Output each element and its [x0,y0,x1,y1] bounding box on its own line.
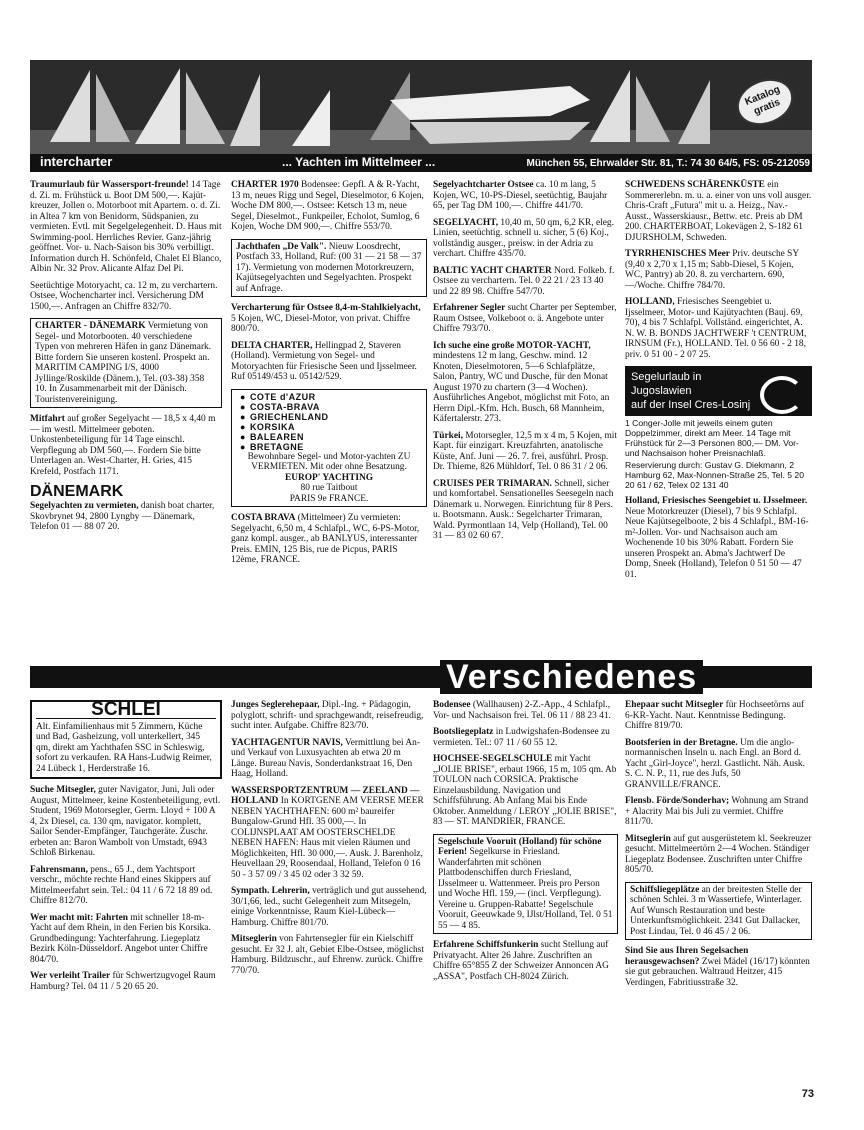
ad-text: Hellingpad 2, Staveren (Holland). Vermietung von Segel- und Motoryachten für Friesische Seen und Ijsselmeer. Ruf 05149/453 u. 05142/529. [231,340,417,382]
ad-heading: Erfahrener Segler [433,303,506,313]
classified-ad [231,239,427,298]
classified-ad [625,496,812,580]
ad-heading: YACHTAGENTUR NAVIS, [231,737,343,748]
classified-ad [30,913,222,966]
section-title: Verschiedenes [440,660,703,694]
travel-logo-icon [760,376,804,414]
ad-text: an der breitesten Stelle der schönen Schlei. 3 m Wassertiefe, Winterlager. Auf Wunsch Restauration und beste Unterkunftsmöglichkeit. 2341 Gut Dallacker, Post Lindau, Tel. 0 46 45 / 2 06. [630,884,802,937]
ad-heading: Holland, Friesisches Seengebiet u. IJsselmeer. [625,496,808,506]
ad-heading: Ich suche eine große MOTOR-YACHT, [433,340,591,351]
ad-text: Alt. Einfamilienhaus mit 5 Zimmern, Küche und Bad, Gasheizung, voll unterkellert, 345 qm, direkt am Yachthafen SSC in Schleswig, sofort zu verkaufen. RA Hans-Ludwig Reimer, 24 Lübeck 1, Herderstraße 16. [36,721,212,774]
ad-heading: Traumurlaub für Wassersport-freunde! [30,180,189,190]
ad-text: danish boat charter, Skovbrynet 94, 2800 Lyngby — Dänemark, Telefon 01 — 88 07 20. [30,501,215,532]
ad-text: Priv. deutsche SY (9,40 x 2,70 x 1,15 m; Sabb-Diesel, 5 Kojen, WC, Pantry) ab 20. 8. zu verchartern. 690,—/Woche. Chiffre 784/70. [625,249,799,291]
ad-heading: BALTIC YACHT CHARTER [433,265,552,276]
ad-text: Bodensee: Gepfl. A & R-Yacht, 13 m, neues Rigg und Segel, Dieselmotor, 6 Kojen, Woche DM 800,—. Ostsee: Ketsch 13 m, neue Segel, Dieselmot., Funkpeiler, Echolot, Sumlog, 6 Kojen, Woche DM 900,—. Chiffre 553/70. [231,180,424,232]
ad-text: Seetüchtige Motoryacht, ca. 12 m, zu verchartern. Ostsee, Wochencharter incl. Versicherung DM 1500,—. Anfragen an Chiffre 832/70. [30,280,218,312]
ad-heading: Flensb. Förde/Sonderhav; [625,796,730,806]
banner-brand: intercharter [40,154,113,169]
ad-text: Um die anglo-normannischen Inseln u. nach Engl. an Bord d. Yacht „Girl-Joyce", herzl. Gastlicht. Näh. Ausk. S. C. N. P., 11, rue des Jufs, 50 GRANVILLE/FRANCE. [625,737,805,790]
ad-heading: Bootsferien in der Bretagne. [625,737,738,748]
ad-text: Nieuw Loosdrecht, Postfach 33, Holland, Ruf: (00 31 — 21 58 — 37 17). Vermietung von modernen Motorkreuzern, Kajütsegelyachten und Segelyachten. Prospekt auf Anfrage. [236,241,422,294]
page-number: 73 [801,1088,814,1100]
ad-text: Zwei Mädel (16/17) könnten sie gut gebrauchen. Waltraud Heitzer, 415 Verdingen, Fabritiusstraße 32. [625,956,810,988]
ad-heading: Vercharterung für Ostsee 8,4-m-Stahlkielyacht, [231,303,421,313]
ad-text: Wohnung am Strand + Alacrity Mai bis Juli zu vermiet. Chiffre 811/70. [625,796,809,827]
jugoslawien-header [625,366,812,416]
classified-ad [231,513,427,566]
destination-list [236,392,422,452]
classified-ad [433,479,618,542]
classified-ad [231,738,427,780]
ad-heading: SCHWEDENS SCHÄRENKÜSTE [625,180,765,190]
classified-ad [625,249,812,291]
classified-ad [433,940,618,982]
destination-item: ● COTE d'AZUR [240,392,422,402]
column-3 [433,180,618,548]
classified-ad [625,180,812,243]
ad-big-heading: DÄNEMARK [30,483,124,500]
ad-heading: Wer verleiht Trailer [30,971,111,981]
europ-yachting-street: 80 rue Taitbout [300,483,358,493]
ad-text: Nord. Folkeb. f. Ostsee zu verchartern. Tel. 0 22 21 / 23 13 40 und 22 89 98. Chiffre 547/70. [433,265,615,297]
classified-ad [433,180,618,212]
ad-heading: Türkei, [433,430,463,441]
ad-text: sucht Charter per September, Raum Ostsee, Volkeboot o. ä. Angebote unter Chiffre 793/70. [433,303,617,334]
classified-ad [30,318,222,408]
classified-ad [231,700,427,732]
column-2 [231,180,427,572]
jugoslawien-line3: auf der Insel Cres-Losinj [631,399,751,411]
classified-ad [433,431,618,473]
ad-big-title: SCHLEI [36,705,216,719]
classified-ad [433,834,618,935]
ad-text: auf gut ausgerüstetem kl. Seekreuzer gesucht. Mittelmeertörn 2—4 Wochen. Ständiger Liegeplatz Bodensee. Zuschriften unter Chiffre 805/70. [625,833,812,875]
classified-ad [625,796,812,828]
ad-heading: Mitseglerin [231,934,277,944]
ad-heading: Bodensee [433,700,471,710]
ad-text: Schnell, sicher und komfortabel. Sensationelles Seesegeln nach Dänemark u. Norwegen. Einrichtung für 8 Pers. u. Bootsmann. Ausk.: Segelcharter Trimaran, Wald. Pyrmontlaan 14, Velp (Holland), Tel. 00 31 — 83 02 60 67. [433,478,614,541]
ad-text: Dipl.-Ing. + Pädagogin, polyglott, schrift- und sprachgewandt, reisefreudig, sucht inter. Aufgabe. Chiffre 823/70. [231,700,424,731]
banner-address: München 55, Ehrwalder Str. 81, T.: 74 30 64/5, FS: 05-212059 [526,158,810,169]
ad-text: ca. 10 m lang, 5 Kojen, WC, 10-PS-Diesel, seetüchtig, Baujahr 65, per Tag DM 100,—. Chiffre 441/70. [433,180,608,211]
ad-text: guter Navigator, Juni, Juli oder August, Mittelmeer, keine Kostenbeteiligung, evtl. Student, 1969 Motorsegler, Germ. Lloyd + 100 A 4, 2x Diesel, ca. 130 qm, navigator. komplett, Sailor Sender-Empfänger, Tauchgeräte. Zuschr. erbeten an: Baron Wambolt von Umstadt, 6943 Schloß Birkenau. [30,785,221,858]
classified-ad [30,785,222,859]
ad-heading: Junges Seglerehepaar, [231,700,320,710]
classified-ad [433,341,618,425]
destination-item: ● BALEAREN [240,432,422,442]
jugoslawien-text2: Reservierung durch: Gustav G. Diekmann, 2 Hamburg 62, Max-Nonnen-Straße 25, Tel. 5 20 20 61 / 62, Telex 02 131 40 [625,460,804,490]
jugoslawien-line2: Jugoslawien [631,385,692,397]
classified-ad [30,281,222,313]
classified-ad [433,700,618,721]
classified-ad [625,946,812,988]
ad-text: in Ludwigshafen-Bodensee zu vermieten. Tel.: 07 11 / 60 55 12. [433,727,610,748]
classified-ad [625,834,812,876]
ad-text: Friesisches Seengebiet u. Ijsselmeer, Motor- und Kajütyachten (Bauj. 69, 70), 4 bis 7 Schlafpl. Vollständ. eingerichtet, A. N. W. B. BONDS JACHTWERF 't CENTRUM, IRNSUM (Fr.), HOLLAND. Tel. 0 56 60 - 2 18, priv. 0 51 00 - 2 07 25. [625,297,807,360]
ad-heading: DELTA CHARTER, [231,340,313,351]
catalog-badge: Katalog gratis [730,71,800,134]
jugoslawien-ad [625,366,812,490]
ad-text: mit schneller 18-m-Yacht auf dem Rhein, in den Ferien bis Korsika. Grundbedingung: Yachterfahrung. Liegeplatz Bezirk Köln-Düsseldorf. Angebot unter Chiffre 804/70. [30,912,211,965]
destination-item: ● GRIECHENLAND [240,412,422,422]
ad-heading: Schiffsliegeplätze [630,884,700,895]
destination-item: ● KORSIKA [240,422,422,432]
ad-heading: Segelyachtcharter Ostsee [433,180,534,190]
europ-yachting-city: PARIS 9e FRANCE. [289,493,369,504]
ad-heading: Segelyachten zu vermieten, [30,501,139,511]
ad-text: ein Sommererlebn. m. u. a. einer von uns voll ausger. Chris-Craft „Futura" mit u. a. Heizg., Nav.-Ausst., Wasserskiausr., Bettw. etc. Preis ab DM 200. CHARTERBOAT, Lokevägen 2, S-182 61 DJURSHOLM, Schweden. [625,180,812,243]
ad-heading: SEGELYACHT, [433,217,499,228]
classified-ad [625,882,812,941]
classified-ad [433,303,618,335]
ad-text: von Fahrtensegler für ein Kielschiff gesucht. Er 32 J. alt, Gebiet Elbe-Ostsee, möglichst Hamburg. Bildzuschr., auf Ehrenw. zurück. Chiffre 770/70. [231,934,424,976]
europ-yachting-ad [231,389,427,508]
europ-yachting-name: EUROP' YACHTING [284,472,374,483]
ad-heading: CHARTER - DÄNEMARK [35,321,146,331]
ad-heading: CRUISES PER TRIMARAN. [433,478,552,489]
classified-ad [231,786,427,881]
classified-ad [30,865,222,907]
banner-tagline: ... Yachten im Mittelmeer ... [282,155,436,169]
classified-ad [231,886,427,928]
classified-ad [625,700,812,732]
classified-ad [231,341,427,383]
ad-heading: Ehepaar sucht Mitsegler [625,700,724,710]
ad-heading: Wer macht mit: Fahrten [30,912,128,923]
classified-ad [30,700,222,779]
ad-heading: CHARTER 1970 [231,180,299,190]
ad-heading: Mitseglerin [625,833,671,844]
ad-text: 5 Kojen, WC, Diesel-Motor, von privat. Chiffre 800/70. [231,313,410,334]
destination-item: ● BRETAGNE [240,442,422,452]
classified-ad [433,727,618,748]
ad-heading: Segelschule Vooruit (Holland) für schöne Ferien! [438,836,602,857]
classified-ad [433,266,618,298]
intercharter-banner [30,60,812,172]
jugoslawien-text: 1 Conger-Jolle mit jeweils einem guten Doppelzimmer, direkt am Meer. 14 Tage mit Frühstück für 2—3 Personen 800,— DM. Vor- und Nachsaison hoher Preisnachlaß. [625,418,799,458]
ad-text: für Schwertzugvogel Raum Hamburg? Tel. 04 11 / 5 20 65 20. [30,971,216,992]
ad-text: 14 Tage d. Zi. m. Frühstück u. Boot DM 500,—. Kajüt-kreuzer, Jollen o. Motorboot mit Apartem. o. d. Zi. in Altea 7 km von Benidorm, Südspanien, zu vermieten. Evtl. mit Segelgelegenheit. D. Haus mit Swimming-pool. Herrliches Revier. Ganz-jährig geöffnet. Vor- u. Nach-Saison bis 30% verbilligt. Information durch H. Schönfeld, Chalet El Blanco, Albin Nr. 32 Prov. Alicante Alfaz Del Pi. [30,180,222,274]
ad-text: auf großer Segelyacht — 18,5 x 4,40 m — im westl. Mittelmeer geboten. Unkostenbeteiligung für 14 Tage einschl. Verpflegung ab DM 560,—. Fordern Sie bitte Unterlagen an. West-Charter, H. Gries, 415 Krefeld, Postfach 1171. [30,414,216,477]
classified-ad [30,414,222,477]
ad-heading: Bootsliegeplatz [433,727,494,737]
ad-heading: HOLLAND, [625,297,675,307]
ad-text: In KORTGENE AM VEERSE MEER NEBEN YACHTHAFEN: 600 m² baureifer Bungalow-Grund Hfl. 35 000,—. In COLIJNSPLAAT AM OOSTERSCHELDE NEBEN HAFEN: Haus mit vielen Räumen und Möglichkeiten, Hfl. 30 000,—. Ausk. J. Barenholz, Heuvellaan 29, Roosendaal, Holland, Telefon 0 16 50 - 3 57 09 / 3 45 02 oder 3 32 59. [231,796,424,880]
ad-heading: COSTA BRAVA [231,513,296,523]
classified-ad [30,971,222,992]
section-column-1 [30,700,222,998]
ad-text: Motorsegler, 12,5 m x 4 m, 5 Kojen, mit Kapt. für einzigart. Kreuzfahrten, anatolische Küste, Anf. Juni — 26. 7. frei, ausführl. Prosp. Dr. Thieme, 826 Mühldorf, Tel. 0 86 31 / 2 06. [433,430,617,472]
column-4 [625,180,812,586]
ad-text: (Wallhausen) 2-Z.-App., 4 Schlafpl., Vor- und Nachsaison frei. Tel. 06 11 / 88 23 41. [433,700,611,721]
jugoslawien-line1: Segelurlaub in [631,371,702,383]
europ-yachting-text: Bewohnbare Segel- und Motor-yachten ZU VERMIETEN. Mit oder ohne Besatzung. [247,451,411,472]
classified-ad [30,180,222,275]
ad-text: Vermittlung bei An- und Verkauf von Luxusyachten ab etwa 20 m Länge. Bureau Navis, Sonderdankstraat 16, Den Haag, Holland. [231,737,420,779]
ad-heading: Sympath. Lehrerin, [231,886,310,896]
ad-text: für Hochseetörns auf 6-KR-Yacht. Naut. Kenntnisse Bedingung. Chiffre 819/70. [625,700,805,731]
classified-ad [625,738,812,791]
classified-ad [433,218,618,260]
ad-heading: TYRRHENISCHES Meer [625,249,730,259]
ad-text: Segelkurse in Friesland. Wanderfahrten mit schönen Plattbodenschiffen durch Friesland, IJsselmeer u. Wattenmeer. Preis pro Person und Woche Hfl. 159,— (incl. Verpflegung). Vereine u. Gruppen-Rabatte! Segelschule Vooruit, Geeuwkade 9, IJlst/Holland, Tel. 0 51 55 — 4 85. [438,847,613,931]
ad-heading: Suche Mitsegler, [30,785,96,795]
ad-text: (Mittelmeer) Zu vermieten: Segelyacht, 6,50 m, 4 Schlafpl., WC, 6-PS-Motor, ganz kompl. ausger., ab BANLYUS, interessanter Preis. EMIN, 125 Bis, rue de Picpus, PARIS 12ème, FRANCE. [231,513,420,565]
section-column-4 [625,700,812,994]
ad-text: pens., 65 J., dem Yachtsport verschr., möchte rechte Hand eines Skippers auf Mittelmeerfahrt sein. Tel.: 04 11 / 6 72 18 89 od. Chiffre 812/70. [30,864,213,906]
classified-ad [231,303,427,335]
ad-text: sucht Stellung auf Privatyacht. Alter 26 Jahre. Zuschriften an Chiffre 65°855 Z der Schweizer Annoncen AG „ASSA", Postfach CH-8024 Zürich. [433,940,609,982]
classified-ad [231,934,427,976]
ad-heading: WASSERSPORTZENTRUM — ZEELAND — HOLLAND [231,785,420,806]
ad-heading: Mitfahrt [30,414,65,424]
ad-text: Neue Motorkreuzer (Diesel), 7 bis 9 Schlafpl. Neue Kajütsegelboote, 2 bis 4 Schlafpl., BM-16-m²-Jollen. Vor- und Nachsaison auch am Wochenende 10 bis 30% Rabatt. Fordern Sie unseren Prospekt an. Abma's Jachtwerf De Domp, Sneek (Holland), Telefon 0 51 50 — 47 01. [625,506,809,580]
ad-heading: HOCHSEE-SEGELSCHULE [433,754,553,764]
ad-text: mit Yacht „JOLIE BRISE", erbaut 1966, 15 m, 105 qm. Ab TOULON nach CORSICA. Praktische Einzelausbildung. Navigation und Schiffsführung. Ab Anfang Mai bis Ende Oktober. Anmeldung / LEROY „JOLIE BRISE", 83 — ST. MANDRIER, FRANCE. [433,754,617,827]
ad-heading: Sind Sie aus Ihren Segelsachen herausgewachsen? [625,946,749,967]
column-1 [30,180,222,539]
classified-ad [30,483,222,533]
ad-text: mindestens 12 m lang, Geschw. mind. 12 Knoten, Dieselmotoren, 5—6 Schlafplätze, Salon, Pantry, WC und Dusche, für den Monat August 1970 zu chartern (3—4 Wochen). Ausführliches Angebot, möglichst mit Foto, an Herrn Dipl.-Kfm. Hch. Busch, 68 Mannheim, Käfertalerstr. 273. [433,351,610,424]
ad-heading: Jachthafen „De Valk". [236,241,327,252]
ad-heading: Erfahrene Schiffsfunkerin [433,940,539,950]
section-column-3 [433,700,618,988]
ad-text: Vermietung von Segel- und Motorbooten. 40 verschiedene Typen von mehreren Häfen in ganz Dänemark. Bitte fordern Sie unseren kostenl. Prospekt an. MARITIM CAMPING I/S, 4000 Jyllinge/Roskilde (Dänem.), Tel. (03-38) 358 10. In Zusammenarbeit mit der Dänisch. Touristenvereinigung. [35,321,212,405]
classified-ad [625,297,812,360]
ad-text: 10,40 m, 50 qm, 6,2 KR, eleg. Linien, seetüchtig. schnell u. sicher, 5 (6) Koj., vollständig ausger., preisw. in der Adria zu verchart. Chiffre 435/70. [433,217,614,259]
classified-ad [231,180,427,233]
ad-text: verträglich und gut aussehend, 30/1,66, led., sucht Gelegenheit zum Mitsegeln, einige Vorkenntnisse, Raum Kiel-Lübeck—Hamburg. Chiffre 801/70. [231,886,427,928]
classified-ad [433,754,618,828]
section-column-2 [231,700,427,982]
destination-item: ● COSTA-BRAVA [240,402,422,412]
ad-heading: Fahrensmann, [30,864,88,875]
